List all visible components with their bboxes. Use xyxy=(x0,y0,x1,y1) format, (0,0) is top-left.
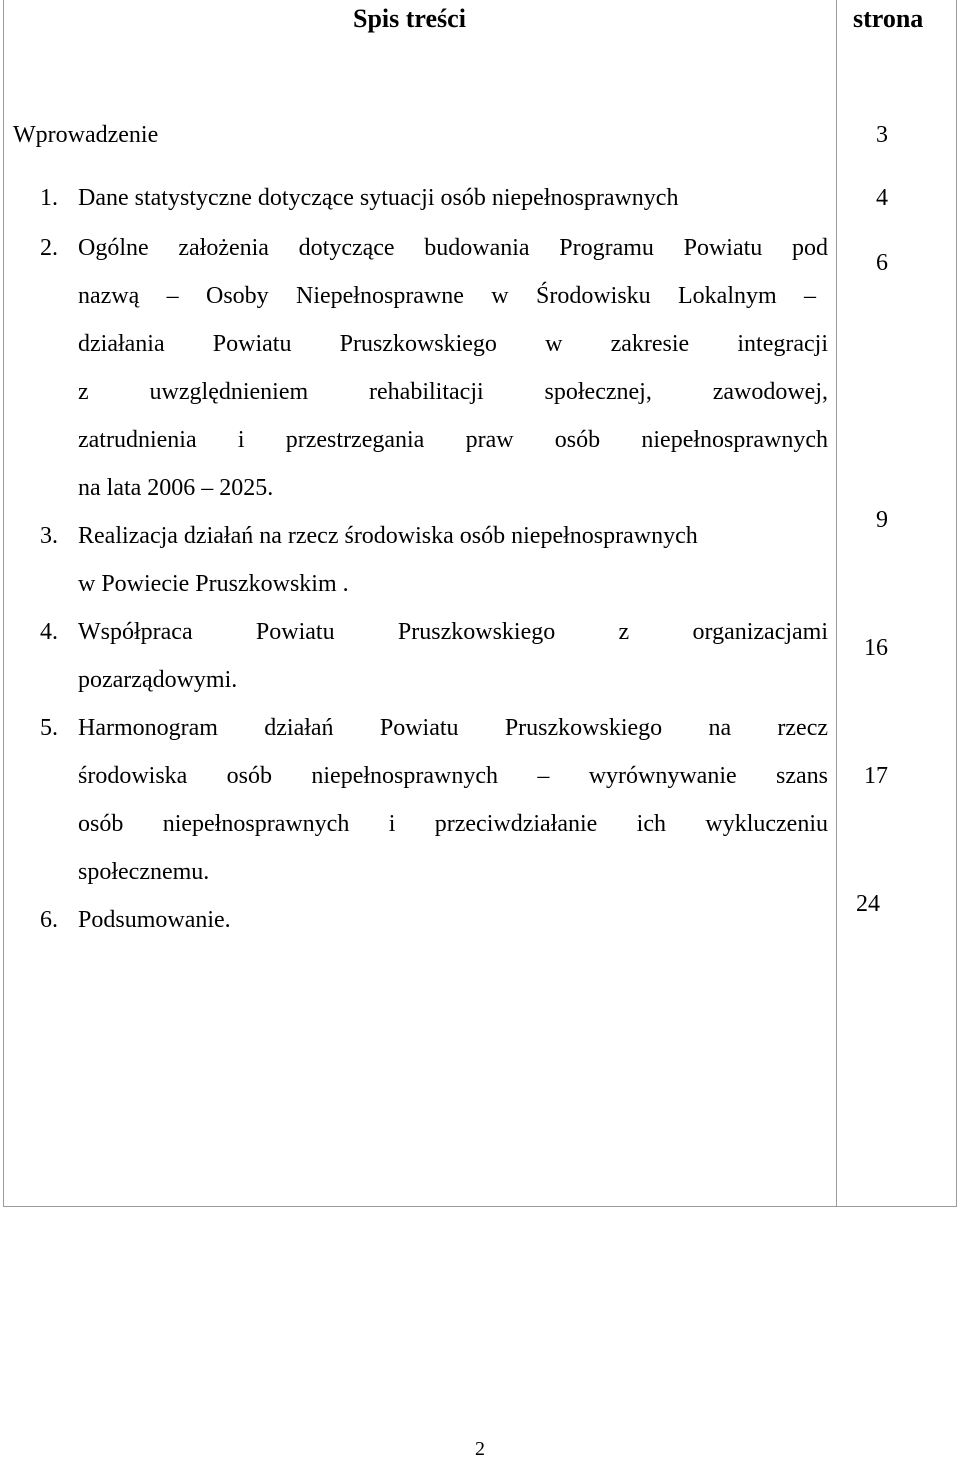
intro-page-number: 3 xyxy=(876,122,888,148)
entry-text-line: na lata 2006 – 2025. xyxy=(78,475,274,501)
entry-page-number: 24 xyxy=(856,891,880,917)
entry-text-line: osób niepełnosprawnych i przeciwdziałanie ich wykluczeniu xyxy=(78,811,828,837)
entry-text-line: Podsumowanie. xyxy=(78,907,231,933)
entry-number: 2. xyxy=(40,235,58,261)
footer-page-number: 2 xyxy=(475,1438,485,1460)
toc-table xyxy=(3,0,957,1207)
entry-page-number: 4 xyxy=(876,185,888,211)
entry-text-line: społecznemu. xyxy=(78,859,210,885)
entry-number: 5. xyxy=(40,715,58,741)
entry-text-line: pozarządowymi. xyxy=(78,667,238,693)
entry-page-number: 6 xyxy=(876,250,888,276)
entry-text-line: środowiska osób niepełnosprawnych – wyrównywanie szans xyxy=(78,763,828,789)
entry-number: 1. xyxy=(40,185,58,211)
toc-title: Spis treści xyxy=(353,4,466,33)
entry-text-line: Ogólne założenia dotyczące budowania Programu Powiatu pod xyxy=(78,235,828,261)
entry-page-number: 16 xyxy=(864,635,888,661)
entry-text-line: Harmonogram działań Powiatu Pruszkowskiego na rzecz xyxy=(78,715,828,741)
entry-text-line: w Powiecie Pruszkowskim . xyxy=(78,571,349,597)
entry-text-line: Realizacja działań na rzecz środowiska osób niepełnosprawnych xyxy=(78,523,698,549)
entry-text-line: zatrudnienia i przestrzegania praw osób niepełnosprawnych xyxy=(78,427,828,453)
entry-page-number: 17 xyxy=(864,763,888,789)
entry-text-line: Dane statystyczne dotyczące sytuacji osób niepełnosprawnych xyxy=(78,185,679,211)
entry-page-number: 9 xyxy=(876,507,888,533)
entry-number: 3. xyxy=(40,523,58,549)
intro-label: Wprowadzenie xyxy=(13,122,159,148)
entry-number: 4. xyxy=(40,619,58,645)
entry-text-line: Współpraca Powiatu Pruszkowskiego z organizacjami xyxy=(78,619,828,645)
column-divider xyxy=(836,0,837,1207)
entry-text-line: nazwą – Osoby Niepełnosprawne w Środowisku Lokalnym – xyxy=(78,283,816,309)
entry-text-line: z uwzględnieniem rehabilitacji społecznej, zawodowej, xyxy=(78,379,828,405)
page-column-header: strona xyxy=(853,4,924,33)
entry-text-line: działania Powiatu Pruszkowskiego w zakresie integracji xyxy=(78,331,828,357)
entry-number: 6. xyxy=(40,907,58,933)
